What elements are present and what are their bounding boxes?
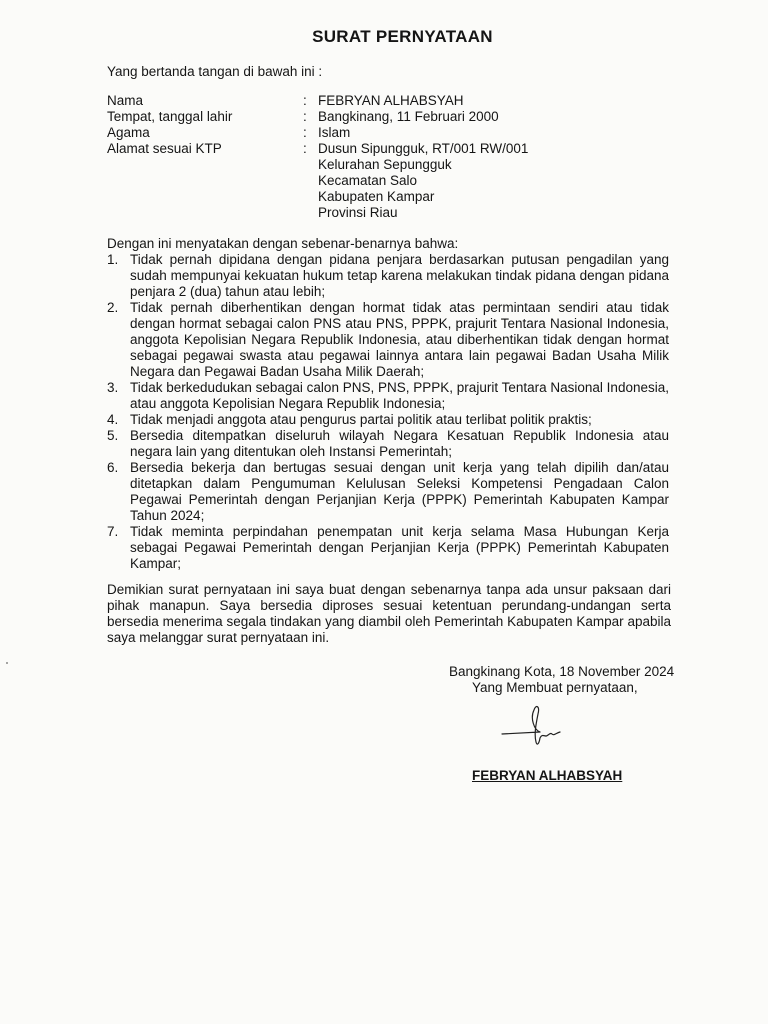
identity-value [318,141,528,221]
address-line: Kelurahan Sepungguk [318,157,452,172]
identity-colon: : [303,93,307,108]
statement-list [107,252,669,572]
place-date: Bangkinang Kota, 18 November 2024 [449,664,675,679]
identity-row-religion [107,125,528,141]
identity-value [318,109,499,125]
handwritten-signature [500,700,580,750]
statement-number: 1. [107,252,119,267]
statement-text: Tidak berkedudukan sebagai calon PNS, PNS, PPPK, prajurit Tentara Nasional Indonesia, atau anggota Kepolisian Negara Republik Indonesia; [130,380,669,411]
statement-number: 5. [107,428,119,443]
identity-colon: : [303,109,307,124]
identity-value-line: Bangkinang, 11 Februari 2000 [318,109,499,124]
identity-label: Agama [107,125,150,140]
statement-text: Tidak meminta perpindahan penempatan unit kerja selama Masa Hubungan Kerja sebagai Pegawai Pemerintah dengan Perjanjian Kerja (PPPK) Pemerintah Kabupaten Kampar; [130,524,669,571]
signer-name: FEBRYAN ALHABSYAH [472,768,623,783]
statement-number: 4. [107,412,119,427]
identity-value [318,93,464,109]
statement-text: Tidak pernah diberhentikan dengan hormat tidak atas permintaan sendiri atau tidak dengan hormat sebagai calon PNS atau PNS, PPPK, prajurit Tentara Nasional Indonesia, anggota Kepolisian Negara Republik Indonesia, atau diberhentikan tidak dengan hormat sebagai pegawai swasta atau pegawai lainnya antara lain pegawai Badan Usaha Milik Negara dan Pegawai Badan Usaha Milik Daerah; [130,300,669,379]
statement-number: 7. [107,524,119,539]
identity-row-birth [107,109,528,125]
address-line: Kabupaten Kampar [318,189,435,204]
identity-row-name [107,93,528,109]
statement-item [107,412,669,428]
identity-value-line: FEBRYAN ALHABSYAH [318,93,464,108]
identity-label: Alamat sesuai KTP [107,141,222,156]
statement-number: 6. [107,460,119,475]
statement-text: Bersedia ditempatkan diseluruh wilayah Negara Kesatuan Republik Indonesia atau negara lain yang ditentukan oleh Instansi Pemerintah; [130,428,669,459]
closing-paragraph: Demikian surat pernyataan ini saya buat dengan sebenarnya tanpa ada unsur paksaan dari pihak manapun. Saya bersedia diproses sesuai ketentuan perundang-undangan serta bersedia menerima segala tindakan yang diambil oleh Pemerintah Kabupaten Kampar apabila saya melanggar surat pernyataan ini. [107,582,671,645]
maker-label: Yang Membuat pernyataan, [472,680,638,695]
identity-colon: : [303,141,307,156]
scan-speck [6,662,8,664]
statement-number: 3. [107,380,119,395]
identity-row-address [107,141,528,221]
statement-item [107,524,669,572]
statement-text: Tidak menjadi anggota atau pengurus partai politik atau terlibat politik praktis; [130,412,592,427]
statement-item [107,300,669,380]
address-line: Provinsi Riau [318,205,398,220]
intro-text: Yang bertanda tangan di bawah ini : [107,64,323,79]
identity-value-line: Islam [318,125,351,140]
identity-colon: : [303,125,307,140]
document-title: SURAT PERNYATAAN [312,27,493,46]
statement-text: Bersedia bekerja dan bertugas sesuai dengan unit kerja yang telah dipilih dan/atau ditetapkan dalam Pengumuman Kelulusan Seleksi Kompetensi Pengadaan Calon Pegawai Pemerintah dengan Perjanjian Kerja (PPPK) Pemerintah Kabupaten Kampar Tahun 2024; [130,460,669,523]
identity-label: Tempat, tanggal lahir [107,109,233,124]
statement-text: Tidak pernah dipidana dengan pidana penjara berdasarkan putusan pengadilan yang sudah mempunyai kekuatan hukum tetap karena melakukan tindak pidana dengan pidana penjara 2 (dua) tahun atau lebih; [130,252,669,299]
statement-number: 2. [107,300,119,315]
identity-value [318,125,350,141]
statement-lead: Dengan ini menyatakan dengan sebenar-benarnya bahwa: [107,236,459,251]
statement-item [107,380,669,412]
identity-label: Nama [107,93,144,108]
address-line: Kecamatan Salo [318,173,418,188]
statement-item [107,252,669,300]
statement-item [107,428,669,460]
identity-block [107,93,528,221]
address-line: Dusun Sipungguk, RT/001 RW/001 [318,141,529,156]
statement-item [107,460,669,524]
